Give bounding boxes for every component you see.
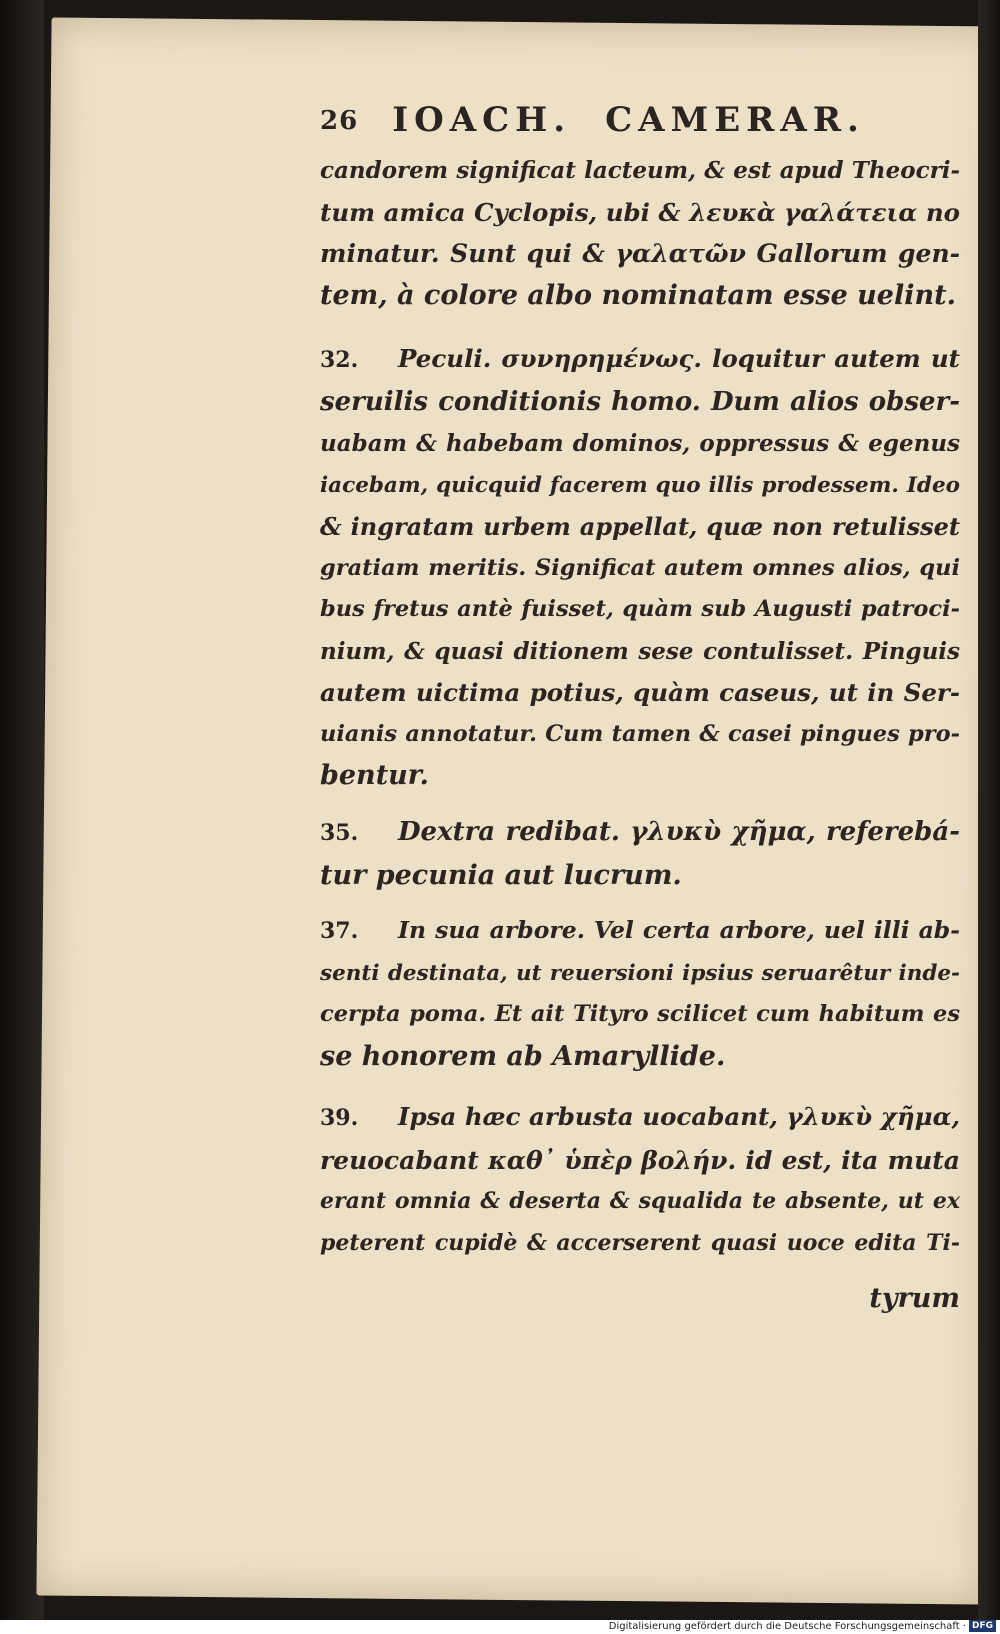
commentary-paragraph <box>320 338 960 797</box>
funding-credit: Digitalisierung gefördert durch die Deutsche Forschungsgemeinschaft · <box>608 1621 966 1632</box>
text-line: senti destinata, ut reuersioni ipsius seruarêtur inde- <box>320 960 960 986</box>
commentary-paragraph <box>320 910 960 1077</box>
binding-shadow-right <box>978 0 1000 1620</box>
dfg-logo: DFG <box>969 1620 996 1632</box>
text-line: uianis annotatur. Cum tamen & casei pingues pro- <box>320 720 960 747</box>
text-line <box>320 338 960 382</box>
text-line: bus fretus antè fuisset, quàm sub Augusti patroci- <box>320 596 960 622</box>
text-line <box>320 1096 960 1140</box>
text-line: cerpta poma. Et ait Tityro scilicet cum habitum es <box>320 1001 960 1027</box>
lemma-text: Ipsa hæc arbusta uocabant, γλυκὺ χῆμα, <box>398 1102 960 1131</box>
text-line: tur pecunia aut lucrum. <box>320 859 682 891</box>
text-line: erant omnia & deserta & squalida te absente, ut ex <box>320 1188 960 1214</box>
text-line: iacebam, quicquid facerem quo illis prodessem. Ideo <box>320 472 960 498</box>
text-line <box>320 812 960 855</box>
lemma-text: Dextra redibat. γλυκὺ χῆμα, referebá- <box>398 817 960 847</box>
running-header <box>320 100 920 140</box>
header-surname: CAMERAR. <box>605 100 865 140</box>
page-number: 26 <box>320 106 359 136</box>
digitization-footer <box>0 1620 1000 1634</box>
line-number: 37. <box>320 918 359 944</box>
text-line: bentur. <box>320 760 429 791</box>
line-number: 32. <box>320 347 359 373</box>
line-number: 39. <box>320 1105 359 1131</box>
text-line: peterent cupidè & accerserent quasi uoce edita Ti- <box>320 1229 960 1256</box>
commentary-paragraph <box>320 812 960 896</box>
header-author: IOACH. <box>392 100 572 140</box>
text-line: candorem significat lacteum, & est apud Theocri- <box>320 157 960 184</box>
line-number: 35. <box>320 820 359 846</box>
text-line: reuocabant καθ᾽ ὑπὲρ βολήν. id est, ita muta <box>320 1145 960 1175</box>
text-line: & ingratam urbem appellat, quæ non retulisset <box>320 512 960 541</box>
catchword: tyrum <box>869 1283 960 1314</box>
text-line: uabam & habebam dominos, oppressus & egenus <box>320 430 960 457</box>
commentary-paragraph <box>320 1096 960 1264</box>
text-line: nium, & quasi ditionem sese contulisset. Pinguis <box>320 637 960 665</box>
text-line: seruilis conditionis homo. Dum alios obser- <box>320 386 960 417</box>
text-line: gratiam meritis. Significat autem omnes alios, qui <box>320 554 960 581</box>
text-line: tem, à colore albo nominatam esse uelint. <box>320 279 956 311</box>
binding-shadow-left <box>0 0 44 1620</box>
lemma-text: Peculi. συνηρημένως. loquitur autem ut <box>398 344 960 373</box>
commentary-paragraph <box>320 150 960 316</box>
text-line <box>320 910 960 953</box>
text-line: se honorem ab Amaryllide. <box>320 1040 726 1072</box>
text-line: tum amica Cyclopis, ubi & λευκὰ γαλάτεια no <box>320 197 960 227</box>
text-line: minatur. Sunt qui & γαλατῶν Gallorum gen- <box>320 239 960 268</box>
lemma-text: In sua arbore. Vel certa arbore, uel illi ab- <box>398 916 960 944</box>
text-line: autem uictima potius, quàm caseus, ut in Ser- <box>320 678 960 707</box>
